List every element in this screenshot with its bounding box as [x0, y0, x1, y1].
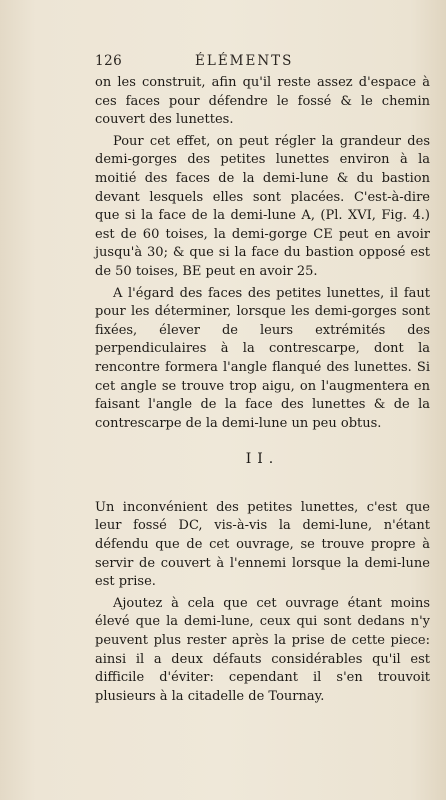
page-header: [95, 53, 430, 73]
paragraph-continuation: on les construit, afin qu'il reste assez d'espace à ces faces pour défendre le fossé & le chemin couvert des lunettes.: [95, 75, 430, 128]
running-title: ÉLÉMENTS: [195, 53, 294, 69]
section-number: II.: [245, 451, 280, 468]
paragraph-faces-lunettes: A l'égard des faces des petites lunettes, il faut pour les déterminer, lorsque les demi-gorges sont fixées, élever de leurs extrémités des perpendiculaires à la contrescarpe, dont la rencontre formera l'angle flanqué des lunettes. Si cet angle se trouve trop aigu, on l'augmentera en faisant l'angle de la face des lunettes & de la contrescarpe de la demi-lune un peu obtus.: [95, 285, 430, 431]
body-text: [95, 74, 430, 709]
paragraph-demi-gorges: Pour cet effet, on peut régler la grandeur des demi-gorges des petites lunettes environ à la moitié des faces de la demi-lune & du bastion devant lesquels elles sont placées. C'est-à-dire que si la face de la demi-lune A, (Pl. XVI, Fig. 4.) est de 60 toises, la demi-gorge CE peut en avoir jusqu'à 30; & que si la face du bastion opposé est de 50 toises, BE peut en avoir 25.: [95, 133, 430, 279]
paragraph-ajoutez: Ajoutez à cela que cet ouvrage étant moins élevé que la demi-lune, ceux qui sont dedans n'y peuvent plus rester après la prise de cette piece: ainsi il a deux défauts considérables qu'il est difficile d'éviter: cependant il s'en trouvoit plusieurs à la citadelle de Tournay.: [95, 595, 430, 704]
page-number: 126: [95, 53, 123, 69]
paragraph-inconvenient: Un inconvénient des petites lunettes, c'est que leur fossé DC, vis-à-vis la demi-lune, n'étant défendu que de cet ouvrage, se trouve propre à servir de couvert à l'ennemi lorsque la demi-lune est prise.: [95, 499, 430, 590]
